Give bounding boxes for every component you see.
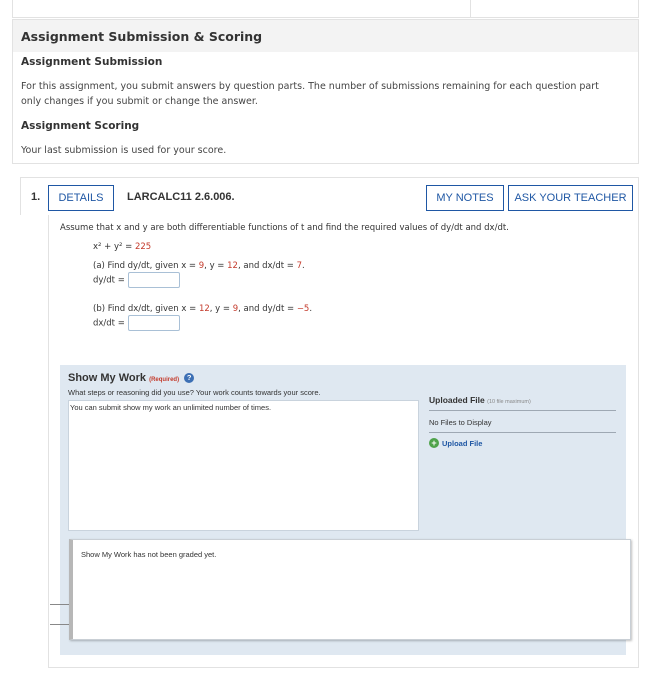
- equation-lhs: x² + y² =: [93, 242, 135, 252]
- smw-title: Show My Work: [68, 372, 147, 384]
- my-notes-button[interactable]: MY NOTES: [426, 185, 504, 211]
- question-prompt: Assume that x and y are both differentiable functions of t and find the required values of dy/dt and dx/dt.: [60, 223, 509, 233]
- smw-textarea[interactable]: You can submit show my work an unlimited number of times.: [68, 400, 419, 531]
- top-frame-divider: [470, 0, 471, 18]
- graded-status-box: [69, 539, 631, 640]
- part-b-answer-input[interactable]: [128, 315, 180, 331]
- question-number: 1.: [31, 191, 41, 203]
- part-a-x: 9: [198, 261, 205, 271]
- part-b-prompt: [93, 304, 312, 314]
- info-title: Assignment Submission & Scoring: [13, 20, 638, 52]
- no-files-text: No Files to Display: [429, 411, 616, 433]
- question-header: [20, 177, 639, 215]
- part-a-answer-row: [93, 272, 180, 288]
- smw-prompt: What steps or reasoning did you use? Your work counts towards your score.: [68, 388, 321, 397]
- left-tick-line: [50, 624, 70, 625]
- smw-title-row: [68, 372, 194, 384]
- part-b-sep2: , and dy/dt =: [238, 304, 297, 314]
- part-a-sep2: , and dx/dt =: [237, 261, 297, 271]
- part-a-prompt: [93, 261, 305, 271]
- part-b-answer-label: dx/dt =: [93, 318, 125, 329]
- part-b-answer-row: [93, 315, 180, 331]
- details-button[interactable]: DETAILS: [48, 185, 114, 211]
- equation-rhs: 225: [134, 242, 152, 252]
- part-b-prefix: (b) Find dx/dt, given x =: [93, 304, 199, 314]
- part-a-answer-input[interactable]: [128, 272, 180, 288]
- part-b-x: 12: [198, 304, 210, 314]
- scoring-heading: Assignment Scoring: [21, 120, 140, 132]
- submission-text: For this assignment, you submit answers by question parts. The number of submissions remaining for each question part only changes if you submit or change the answer.: [21, 81, 599, 107]
- scoring-text: Your last submission is used for your score.: [21, 145, 227, 156]
- part-b-end: .: [309, 304, 313, 314]
- part-a-answer-label: dy/dt =: [93, 275, 125, 286]
- part-b-sep1: , y =: [209, 304, 233, 314]
- part-b-y: 9: [232, 304, 239, 314]
- equation: [93, 242, 151, 252]
- part-a-y: 12: [227, 261, 238, 271]
- part-a-end: .: [302, 261, 305, 271]
- submission-heading: Assignment Submission: [21, 56, 163, 68]
- smw-required: (Required): [149, 377, 180, 383]
- assignment-info-box: [12, 19, 639, 164]
- part-a-sep1: , y =: [204, 261, 228, 271]
- left-tick-line: [50, 604, 70, 605]
- upload-file-link[interactable]: [429, 433, 616, 448]
- top-frame: [12, 0, 639, 18]
- upload-panel: [429, 395, 616, 448]
- plus-circle-icon: +: [429, 438, 439, 448]
- uploaded-file-title-row: [429, 395, 616, 411]
- part-b-rate: −5: [296, 304, 310, 314]
- ask-teacher-button[interactable]: ASK YOUR TEACHER: [508, 185, 633, 211]
- uploaded-file-title: Uploaded File: [429, 395, 485, 405]
- help-icon[interactable]: ?: [184, 373, 194, 383]
- part-a-prefix: (a) Find dy/dt, given x =: [93, 261, 199, 271]
- upload-file-label: Upload File: [442, 438, 483, 448]
- uploaded-file-max: (10 file maximum): [487, 399, 531, 405]
- question-code: LARCALC11 2.6.006.: [127, 191, 235, 203]
- part-a-rate: 7: [296, 261, 303, 271]
- graded-status-text: Show My Work has not been graded yet.: [81, 550, 217, 559]
